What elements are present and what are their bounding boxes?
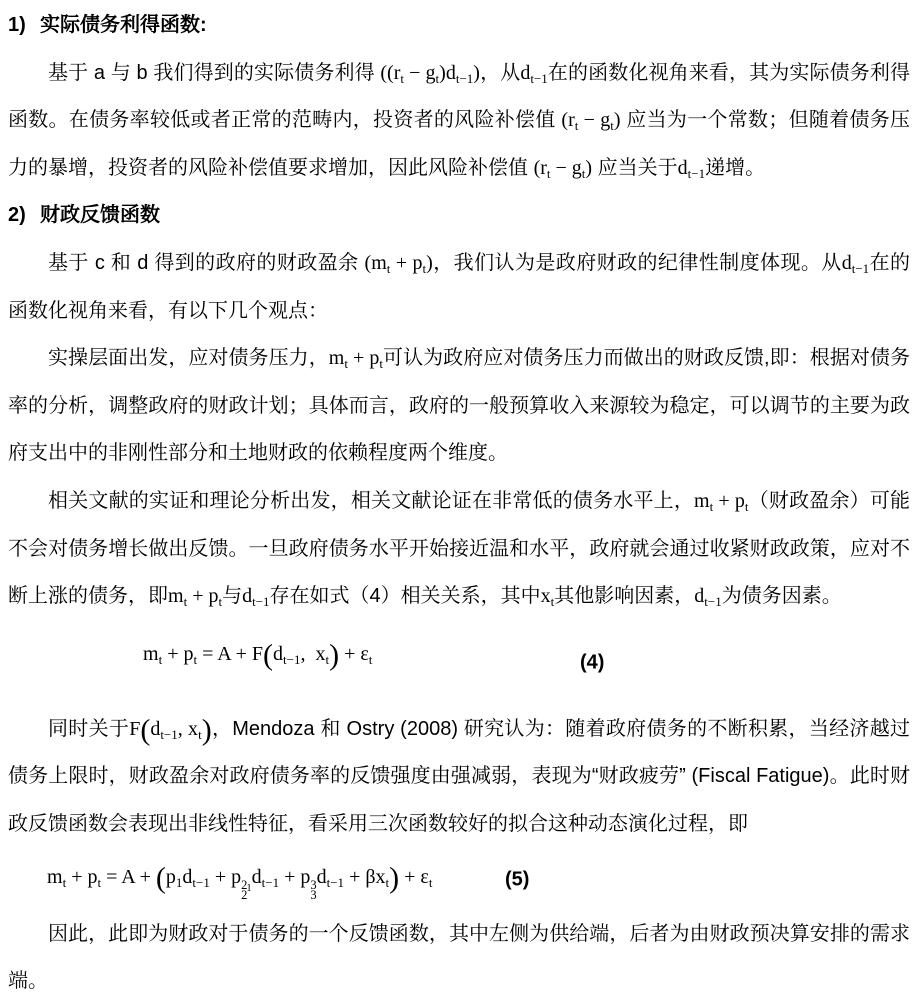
math-run: m xyxy=(328,347,345,370)
math-subscript: t xyxy=(198,726,202,742)
math-run: ) xyxy=(426,251,433,274)
math-run: − g xyxy=(404,61,436,84)
math-run: − g xyxy=(578,109,611,132)
math-run: = A + F xyxy=(197,643,264,666)
text-run: 在的函数化视角来看，有以下几个观点： xyxy=(8,251,911,322)
math-run: m xyxy=(47,865,63,888)
math-subsubscript: 1 xyxy=(246,882,252,894)
math-subscript: t xyxy=(97,874,102,890)
math-subscript: t xyxy=(435,70,440,86)
math-run: ) xyxy=(613,109,621,132)
heading-number: 1) xyxy=(8,14,26,36)
paragraph xyxy=(8,478,910,621)
math-run: + p xyxy=(209,865,242,888)
math-subscript: t−1 xyxy=(160,726,178,742)
math-subscript: t xyxy=(385,874,390,890)
math-run: ((r xyxy=(380,61,401,84)
math-run: − g xyxy=(550,156,582,179)
text-run: 相关文献的实证和理论分析出发，相关文献论证在非常低的债务水平上， xyxy=(48,489,695,512)
math-subscript: t xyxy=(158,652,163,668)
math-subscript: t−1 xyxy=(192,874,210,890)
text-run: 为债务因素。 xyxy=(721,585,842,608)
equation-number: (4) xyxy=(580,651,605,674)
math-run: d xyxy=(841,251,852,274)
math-run: + p xyxy=(347,347,380,370)
math-subscript: t xyxy=(344,356,348,372)
math-run: + p xyxy=(66,865,98,888)
math-subscript: t−1 xyxy=(704,594,722,610)
math-run: (r xyxy=(561,109,575,132)
equation xyxy=(8,621,910,706)
math-run: d xyxy=(150,717,161,740)
math-big-paren: ) xyxy=(389,861,400,895)
paragraph xyxy=(8,50,910,193)
text-run: ，我们认为是政府财政的纪律性制度体现。从 xyxy=(432,251,842,274)
math-big-paren: ) xyxy=(329,638,340,672)
math-run: + p xyxy=(713,489,745,512)
math-subscript: t−1 xyxy=(283,652,301,668)
math-run: m xyxy=(694,489,710,512)
section-heading xyxy=(8,192,910,240)
math-subscript: t xyxy=(574,118,579,134)
math-subscript: t−1 xyxy=(455,70,474,86)
math-subscript: t xyxy=(400,70,404,86)
math-run: + ε xyxy=(339,643,369,666)
math-run: , x xyxy=(177,717,199,740)
math-run: d xyxy=(677,156,688,179)
math-run: F xyxy=(129,717,141,740)
text-run: 与 xyxy=(222,585,243,608)
equation xyxy=(8,849,910,911)
section-heading xyxy=(8,2,910,50)
text-run: 基于 c 和 d 得到的政府的财政盈余 xyxy=(48,251,365,274)
equation-body xyxy=(47,854,432,902)
text-run: 应当为一个常数；但随着债务压力的暴增，投资者的风险补偿值要求增加，因此风险补偿值 xyxy=(8,109,910,179)
math-subscript: t xyxy=(183,594,188,610)
math-run: , x xyxy=(300,643,326,666)
math-run: m xyxy=(143,643,159,666)
heading-text: 实际债务利得函数: xyxy=(40,14,207,36)
math-subscript: t xyxy=(62,874,67,890)
math-run: p xyxy=(165,865,176,888)
paragraph xyxy=(8,911,910,1006)
math-subscript: t xyxy=(610,118,614,134)
math-run: + p xyxy=(279,865,311,888)
text-run: （财政盈余）可能不会对债务增长做出反馈。一旦政府债务水平开始接近温和水平，政府就会通过收紧财政政策，应对不断上涨的债务，即 xyxy=(8,489,911,608)
math-run: + ε xyxy=(399,865,429,888)
heading-number: 2) xyxy=(8,204,26,227)
math-subscript: 1 xyxy=(175,874,183,890)
math-subscript: t xyxy=(325,652,330,668)
math-subscript: t xyxy=(550,594,555,610)
text-run: ，从 xyxy=(479,61,521,84)
equation-number: (5) xyxy=(505,868,530,890)
math-subscript: t xyxy=(379,356,383,372)
math-subscript: t xyxy=(581,165,586,181)
text-run: 可认为政府应对债务压力而做出的财政反馈,即：根据对债务率的分析，调整政府的财政计划；具体而言，政府的一般预算收入来源较为稳定，可以调节的主要为政府支出中的非刚性部分和土地财政的依赖程度两个维度。 xyxy=(8,347,910,465)
text-run: 其他影响因素， xyxy=(554,585,695,608)
math-superscript: 2 xyxy=(241,877,248,892)
math-subscript: t xyxy=(428,874,433,890)
math-subscript: 2 xyxy=(241,887,248,902)
math-subscript: t xyxy=(386,261,391,277)
math-subscript: t−1 xyxy=(687,165,706,181)
text-run: 存在如式（4）相关关系，其中 xyxy=(269,585,541,608)
math-subscript: t xyxy=(368,652,373,668)
math-run: + p xyxy=(390,251,423,274)
math-run: + p xyxy=(162,643,194,666)
math-run: x xyxy=(540,585,551,608)
math-run: d xyxy=(694,585,705,608)
math-run: d xyxy=(251,865,262,888)
math-run: )d xyxy=(439,61,456,84)
math-subscript: t xyxy=(218,594,223,610)
equation-body xyxy=(143,631,372,679)
math-subscript: t−1 xyxy=(851,261,870,277)
math-run: d xyxy=(273,643,284,666)
math-subscript: t−1 xyxy=(530,70,548,86)
math-subscript: t−1 xyxy=(252,594,270,610)
math-run: + p xyxy=(187,585,219,608)
math-run: d xyxy=(242,585,253,608)
math-run: d xyxy=(316,865,327,888)
math-run: ) xyxy=(473,61,480,84)
math-big-paren: ) xyxy=(201,713,212,747)
math-subscript: t xyxy=(422,261,427,277)
paragraph xyxy=(8,706,910,849)
heading-text: 财政反馈函数 xyxy=(40,204,160,227)
math-subscript: t−1 xyxy=(261,874,280,890)
math-run: + βx xyxy=(344,865,386,888)
math-subscript: 3 xyxy=(310,887,317,902)
text-run: 应当关于 xyxy=(592,156,678,179)
math-run: (r xyxy=(533,156,547,179)
math-superscript: 3 xyxy=(310,877,317,892)
math-subscript: t xyxy=(193,652,198,668)
text-run: 在的函数化视角来看，其为实际债务利得函数。在债务率较低或者正常的范畴内，投资者的风险补偿值 xyxy=(8,61,911,132)
math-run: m xyxy=(168,585,184,608)
math-run: d xyxy=(520,61,531,84)
text-run: 实操层面出发，应对债务压力， xyxy=(48,347,329,370)
math-subscript: t−1 xyxy=(326,874,345,890)
math-run: ) xyxy=(585,156,593,179)
math-run: (m xyxy=(364,251,387,274)
math-big-paren: ( xyxy=(140,713,151,747)
math-run: = A + xyxy=(101,865,156,888)
math-subscript: t xyxy=(546,165,551,181)
math-big-paren: ( xyxy=(155,861,166,895)
text-run: ，Mendoza 和 Ostry (2008) 研究认为：随着政府债务的不断积累，当经济越过债务上限时，财政盈余对政府债务率的反馈强度由强减弱，表现为“财政疲劳” (Fiscal Fatigue)。此时财政反馈函数会表现出非线性特征，看采用三次函数较好的拟合这种动态演化过程，即 xyxy=(8,717,911,835)
text-run: 基于 a 与 b 我们得到的实际债务利得 xyxy=(48,61,381,84)
text-run: 递增。 xyxy=(705,156,766,179)
math-run: d xyxy=(182,865,193,888)
math-subscript: t xyxy=(709,499,714,515)
math-big-paren: ( xyxy=(263,638,274,672)
paragraph xyxy=(8,240,910,335)
paragraph xyxy=(8,335,910,478)
text-run: 因此，此即为财政对于债务的一个反馈函数，其中左侧为供给端，后者为由财政预决算安排的需求端。 xyxy=(8,922,910,993)
text-run: 同时关于 xyxy=(48,717,130,740)
math-subscript: t xyxy=(744,499,749,515)
